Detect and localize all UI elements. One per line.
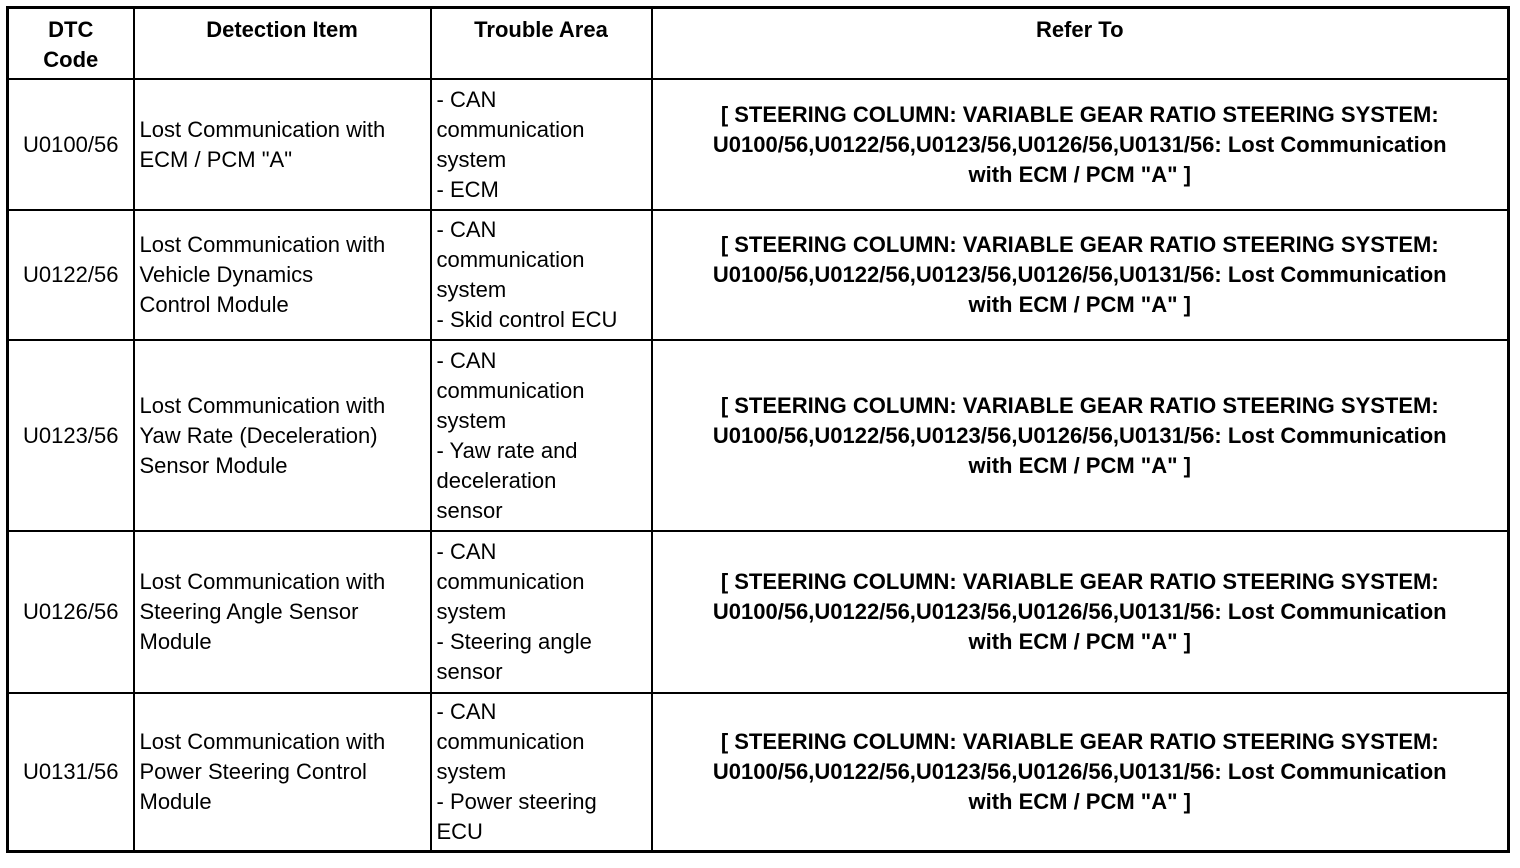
refer-line: [ STEERING COLUMN: VARIABLE GEAR RATIO STEERING SYSTEM: xyxy=(720,569,1439,594)
trouble-line: - Skid control ECU xyxy=(436,307,618,332)
refer-to-link[interactable] xyxy=(652,340,1509,531)
trouble-line: - Yaw rate and xyxy=(436,437,578,463)
trouble-area-cell xyxy=(431,79,652,210)
table-row xyxy=(8,531,1509,693)
trouble-line: - ECM xyxy=(436,176,499,202)
trouble-line: sensor xyxy=(436,659,503,684)
detection-line: Lost Communication with xyxy=(139,232,386,257)
detection-line: Vehicle Dynamics xyxy=(139,262,314,287)
table-header-row xyxy=(8,8,1509,80)
detection-line: ECM / PCM "A" xyxy=(139,146,293,172)
table-row xyxy=(8,79,1509,210)
trouble-line: system xyxy=(436,146,507,172)
dtc-code-cell: U0131/56 xyxy=(8,693,134,852)
detection-line: Sensor Module xyxy=(139,452,288,478)
refer-line: with ECM / PCM "A" ] xyxy=(968,789,1191,814)
refer-line: [ STEERING COLUMN: VARIABLE GEAR RATIO STEERING SYSTEM: xyxy=(720,101,1439,127)
detection-line: Lost Communication with xyxy=(139,116,386,142)
refer-to-link[interactable] xyxy=(652,79,1509,210)
detection-item-cell xyxy=(134,210,431,340)
refer-line: with ECM / PCM "A" ] xyxy=(968,161,1191,187)
trouble-line: communication xyxy=(436,729,585,754)
trouble-line: communication xyxy=(436,569,585,594)
refer-to-link[interactable] xyxy=(652,693,1509,852)
table-row xyxy=(8,693,1509,852)
detection-line: Module xyxy=(139,789,212,814)
detection-line: Lost Communication with xyxy=(139,569,386,594)
header-dtc-code-line2: Code xyxy=(43,47,99,72)
trouble-area-cell xyxy=(431,340,652,531)
trouble-line: sensor xyxy=(436,497,503,523)
header-dtc-code-line1: DTC xyxy=(48,17,94,42)
dtc-code-cell: U0126/56 xyxy=(8,531,134,693)
header-dtc-code xyxy=(8,8,134,80)
trouble-line: - CAN xyxy=(436,347,497,373)
trouble-line: system xyxy=(436,599,507,624)
detection-line: Control Module xyxy=(139,292,289,317)
trouble-line: ECU xyxy=(436,819,483,844)
detection-line: Module xyxy=(139,629,212,654)
trouble-area-cell xyxy=(431,693,652,852)
detection-item-cell xyxy=(134,531,431,693)
refer-to-link[interactable] xyxy=(652,531,1509,693)
refer-line: U0100/56,U0122/56,U0123/56,U0126/56,U0131/56: Lost Communication xyxy=(712,599,1447,624)
header-trouble-area: Trouble Area xyxy=(431,8,652,80)
detection-line: Lost Communication with xyxy=(139,392,386,418)
dtc-code-cell: U0100/56 xyxy=(8,79,134,210)
trouble-line: deceleration xyxy=(436,467,557,493)
refer-line: U0100/56,U0122/56,U0123/56,U0126/56,U0131/56: Lost Communication xyxy=(712,131,1447,157)
trouble-line: communication xyxy=(436,377,585,403)
detection-item-cell xyxy=(134,79,431,210)
dtc-table xyxy=(6,6,1510,853)
trouble-line: system xyxy=(436,407,507,433)
detection-line: Power Steering Control xyxy=(139,759,367,784)
header-refer-to: Refer To xyxy=(652,8,1509,80)
header-detection-item: Detection Item xyxy=(134,8,431,80)
detection-item-cell xyxy=(134,340,431,531)
detection-line: Steering Angle Sensor xyxy=(139,599,359,624)
dtc-code-cell: U0122/56 xyxy=(8,210,134,340)
trouble-line: - CAN xyxy=(436,539,497,564)
refer-line: U0100/56,U0122/56,U0123/56,U0126/56,U0131/56: Lost Communication xyxy=(712,759,1447,784)
detection-item-cell xyxy=(134,693,431,852)
trouble-area-cell xyxy=(431,531,652,693)
trouble-line: system xyxy=(436,759,507,784)
refer-line: [ STEERING COLUMN: VARIABLE GEAR RATIO STEERING SYSTEM: xyxy=(720,392,1439,418)
trouble-line: - Steering angle xyxy=(436,629,592,654)
refer-line: [ STEERING COLUMN: VARIABLE GEAR RATIO STEERING SYSTEM: xyxy=(720,232,1439,257)
trouble-line: communication xyxy=(436,116,585,142)
trouble-line: communication xyxy=(436,247,585,272)
refer-line: with ECM / PCM "A" ] xyxy=(968,452,1191,478)
detection-line: Lost Communication with xyxy=(139,729,386,754)
trouble-line: - Power steering xyxy=(436,789,597,814)
trouble-line: system xyxy=(436,277,507,302)
refer-line: U0100/56,U0122/56,U0123/56,U0126/56,U0131/56: Lost Communication xyxy=(712,262,1447,287)
refer-line: with ECM / PCM "A" ] xyxy=(968,292,1191,317)
refer-to-link[interactable] xyxy=(652,210,1509,340)
detection-line: Yaw Rate (Deceleration) xyxy=(139,422,378,448)
refer-line: U0100/56,U0122/56,U0123/56,U0126/56,U0131/56: Lost Communication xyxy=(712,422,1447,448)
dtc-code-cell: U0123/56 xyxy=(8,340,134,531)
table-row xyxy=(8,340,1509,531)
trouble-line: - CAN xyxy=(436,86,497,112)
trouble-area-cell xyxy=(431,210,652,340)
refer-line: with ECM / PCM "A" ] xyxy=(968,629,1191,654)
table-row xyxy=(8,210,1509,340)
trouble-line: - CAN xyxy=(436,699,497,724)
trouble-line: - CAN xyxy=(436,217,497,242)
refer-line: [ STEERING COLUMN: VARIABLE GEAR RATIO STEERING SYSTEM: xyxy=(720,729,1439,754)
